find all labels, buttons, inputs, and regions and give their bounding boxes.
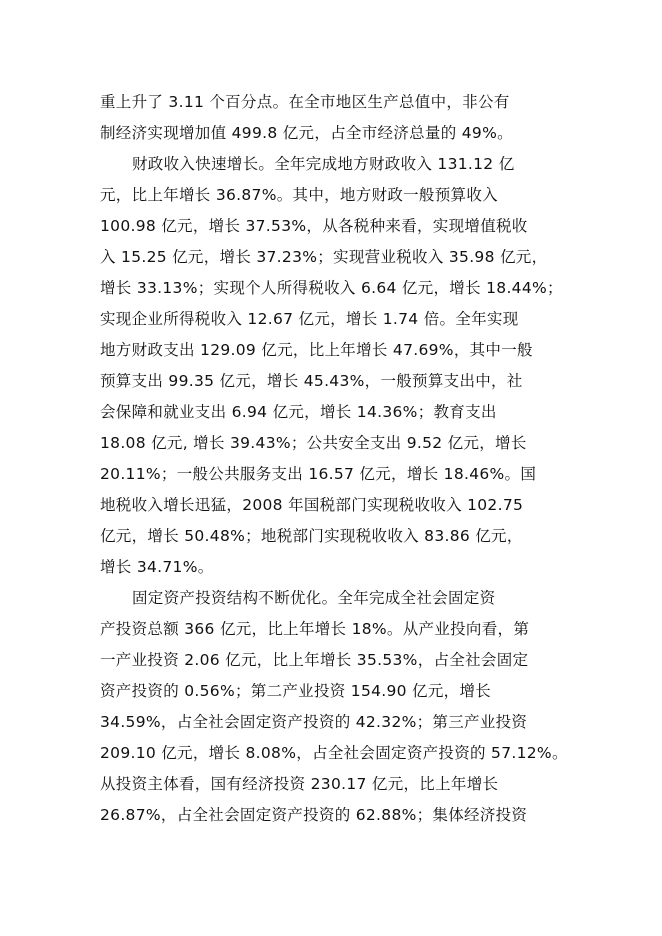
- text-line: 增长 33.13%；实现个人所得税收入 6.64 亿元，增长 18.44%；: [100, 279, 563, 297]
- text-line: 地税收入增长迅猛，2008 年国税部门实现税收收入 102.75: [100, 496, 524, 514]
- text-line: 26.87%，占全社会固定资产投资的 62.88%；集体经济投资: [100, 806, 528, 824]
- text-line: 209.10 亿元，增长 8.08%，占全社会固定资产投资的 57.12%。: [100, 744, 568, 762]
- text-line: 制经济实现增加值 499.8 亿元，占全市经济总量的 49%。: [100, 124, 513, 142]
- paragraph-start-line: 固定资产投资结构不断优化。全年完成全社会固定资: [132, 589, 496, 607]
- text-line: 资产投资的 0.56%；第二产业投资 154.90 亿元，增长: [100, 682, 492, 700]
- paragraph-start-line: 财政收入快速增长。全年完成地方财政收入 131.12 亿: [132, 155, 515, 173]
- text-line: 18.08 亿元, 增长 39.43%；公共安全支出 9.52 亿元，增长: [100, 434, 527, 452]
- text-line: 元，比上年增长 36.87%。其中，地方财政一般预算收入: [100, 186, 498, 204]
- text-line: 入 15.25 亿元，增长 37.23%；实现营业税收入 35.98 亿元，: [100, 248, 548, 266]
- text-line: 重上升了 3.11 个百分点。在全市地区生产总值中，非公有: [100, 93, 510, 111]
- text-line: 34.59%，占全社会固定资产投资的 42.32%；第三产业投资: [100, 713, 528, 731]
- text-line: 20.11%；一般公共服务支出 16.57 亿元，增长 18.46%。国: [100, 465, 537, 483]
- text-line: 实现企业所得税收入 12.67 亿元，增长 1.74 倍。全年实现: [100, 310, 519, 328]
- text-line: 一产业投资 2.06 亿元，比上年增长 35.53%，占全社会固定: [100, 651, 529, 669]
- text-line: 增长 34.71%。: [100, 558, 214, 576]
- text-line: 从投资主体看，国有经济投资 230.17 亿元，比上年增长: [100, 775, 499, 793]
- text-line: 地方财政支出 129.09 亿元，比上年增长 47.69%，其中一般: [100, 341, 533, 359]
- text-line: 预算支出 99.35 亿元，增长 45.43%，一般预算支出中，社: [100, 372, 523, 390]
- text-line: 会保障和就业支出 6.94 亿元，增长 14.36%；教育支出: [100, 403, 497, 421]
- text-line: 100.98 亿元，增长 37.53%，从各税种来看，实现增值税收: [100, 217, 528, 235]
- text-line: 亿元，增长 50.48%；地税部门实现税收收入 83.86 亿元，: [100, 527, 523, 545]
- text-line: 产投资总额 366 亿元，比上年增长 18%。从产业投向看，第: [100, 620, 530, 638]
